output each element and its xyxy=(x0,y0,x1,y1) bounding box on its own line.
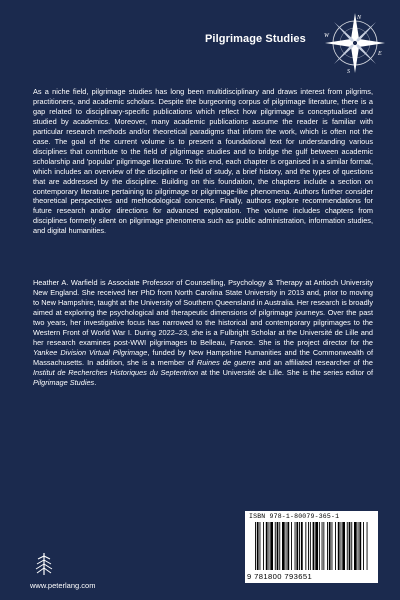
bio-text-2: , funded by New Hampshire Humanities and the Commonwealth of Massachusetts. In addition, she is a member of xyxy=(33,347,373,367)
barcode-bar xyxy=(275,522,276,570)
barcode-bar xyxy=(323,522,324,570)
description-paragraph: As a niche field, pilgrimage studies has long been multidisciplinary and draws interest from pilgrims, practitioners, and academic scholars. Despite the burgeoning corpus of pilgrimage literature, there is a gap related to disciplinary-specific publications which reflect how pilgrimage is conceptualised and studied by academics. Moreover, many academic publications assume the reader is familiar with particular research methods and/or theoretical paradigms that inform the work, which is often not the case. The goal of the current volume is to present a foundational text for understanding various disciplines that contribute to the field of pilgrimage studies and to bridge the gulf between academic scholarship and 'popular' pilgrimage literature. To this end, each chapter is organised in a similar format, which includes an overview of the discipline or field of study, a brief history, and the types of questions that are addressed by the discipline. Building on this foundation, the chapters include a section on contemporary literature pertaining to pilgrimage or pilgrimage-like phenomena. Authors further consider theoretical perspectives and methodological concerns. Finally, authors explore recommendations for future research and/or directions for advanced exploration. The volume includes chapters from disciplines formerly silent on pilgrimage phenomena such as public administration, information studies, and digital humanities. xyxy=(33,87,373,236)
barcode xyxy=(245,511,378,583)
barcode-bar xyxy=(305,522,306,570)
compass-letter-w: W xyxy=(324,33,329,39)
barcode-bars xyxy=(253,522,371,572)
barcode-bar xyxy=(301,522,303,570)
barcode-bar xyxy=(349,522,351,570)
barcode-bar xyxy=(313,522,315,570)
book-description xyxy=(33,87,373,236)
bio-text-5: . xyxy=(94,377,97,387)
barcode-bar xyxy=(315,522,318,570)
barcode-bar xyxy=(269,522,270,570)
barcode-bar xyxy=(338,522,340,570)
barcode-bar xyxy=(358,522,359,570)
barcode-bar xyxy=(295,522,296,570)
barcode-bar xyxy=(270,522,273,570)
barcode-bar xyxy=(354,522,357,570)
bio-project-title: Yankee Division Virtual Pilgrimage xyxy=(33,347,148,357)
compass-rose-icon xyxy=(322,10,388,76)
barcode-bar xyxy=(286,522,287,570)
compass-letter-n: N xyxy=(357,15,362,21)
compass-letter-s: S xyxy=(347,69,350,75)
barcode-bar xyxy=(359,522,361,570)
barcode-bar xyxy=(363,522,364,570)
barcode-bar xyxy=(367,522,368,570)
barcode-bar xyxy=(332,522,333,570)
barcode-bar xyxy=(308,522,309,570)
series-title: Pilgrimage Studies xyxy=(205,33,306,45)
bio-series-title: Pilgrimage Studies xyxy=(33,377,95,387)
bio-institut-title: Institut de Recherches Historiques du Septentrion xyxy=(33,367,199,377)
isbn-label: ISBN 978-1-80079-365-1 xyxy=(249,513,340,520)
barcode-bar xyxy=(266,522,268,570)
barcode-bar xyxy=(335,522,336,570)
barcode-bar xyxy=(255,522,256,570)
barcode-bar xyxy=(277,522,279,570)
barcode-bar xyxy=(299,522,300,570)
barcode-bar xyxy=(296,522,298,570)
bio-text-3: and an affiliated researcher of the xyxy=(255,357,373,367)
barcode-bar xyxy=(327,522,328,570)
barcode-bar xyxy=(351,522,352,570)
barcode-bar xyxy=(347,522,348,570)
barcode-bar xyxy=(263,522,264,570)
bio-ruines-title: Ruines de guerre xyxy=(196,357,256,367)
author-biography xyxy=(33,278,373,387)
barcode-bar xyxy=(287,522,289,570)
biography-paragraph xyxy=(33,278,373,387)
barcode-number: 9 781800 793651 xyxy=(247,572,313,581)
barcode-bar xyxy=(322,522,323,570)
barcode-bar xyxy=(260,522,261,570)
publisher-url: www.peterlang.com xyxy=(30,581,96,590)
barcode-bar xyxy=(279,522,280,570)
bio-text-1: Heather A. Warfield is Associate Professor of Counselling, Psychology & Therapy at Antioch University New England. She received her PhD from North Carolina State University in 2013 and, prior to moving to New Hampshire, taught at the University of Southern Queensland in Australia. Her research is broadly aimed at exploring the psychological and therapeutic dimensions of pilgrimage journeys. Over the past two years, her investigative focus has narrowed to the historical and contemporary pilgrimages to the Western Front of World War I. During 2022–23, she is a Fulbright Scholar at the Université de Lille and her research examines post-WWI pilgrimages to Belleau, France. She is the project director for the xyxy=(33,278,373,347)
peter-lang-logo-icon xyxy=(33,551,55,577)
barcode-bar xyxy=(282,522,285,570)
bio-text-4: at the Université de Lille. She is the series editor of xyxy=(198,367,373,377)
compass-letter-e: E xyxy=(378,51,382,57)
barcode-bar xyxy=(342,522,345,570)
barcode-bar xyxy=(310,522,311,570)
barcode-bar xyxy=(319,522,320,570)
barcode-bar xyxy=(341,522,342,570)
barcode-bar xyxy=(329,522,331,570)
barcode-bar xyxy=(257,522,259,570)
barcode-bar xyxy=(291,522,292,570)
